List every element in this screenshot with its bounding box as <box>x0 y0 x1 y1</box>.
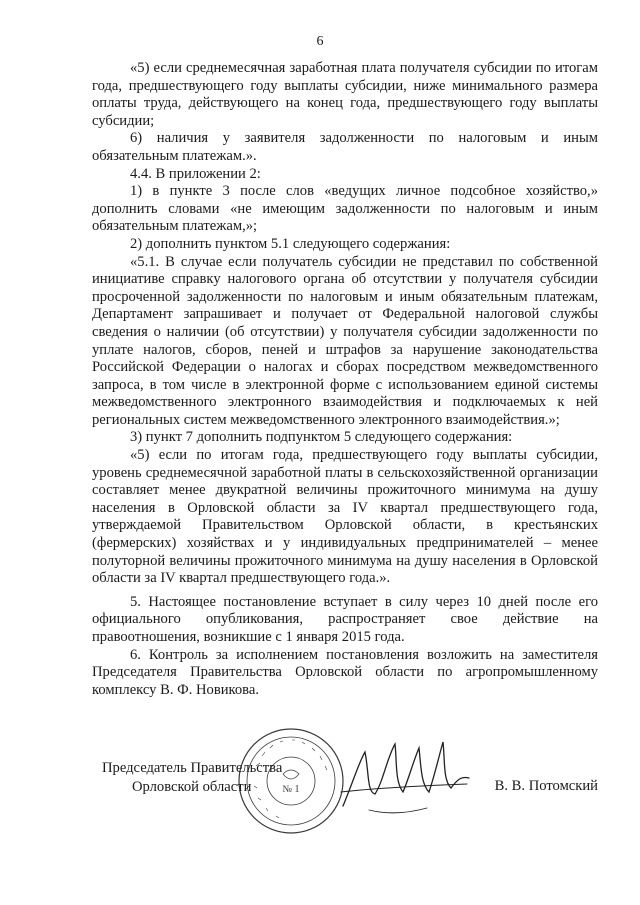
official-seal-icon <box>236 726 346 836</box>
paragraph-5-1-text: «5.1. В случае если получатель субсидии не представил по собственной инициативе справку налогового органа об отсутствии у получателя субсидии просроченной задолженности по налоговым и иным обязательным платежам, Департамент запрашивает и получает от Федеральной налоговой службы сведения о наличии (об отсутствии) у получателя субсидии задолженности по уплате налогов, сборов, пеней и штрафов за нарушение законодательства Российской Федерации о налогах и сборах посредством межведомственного запроса, в том числе в электронной форме с использованием единой системы межведомственного электронного взаимодействия и подключаемых к ней региональных систем межведомственного электронного взаимодействия.»; <box>92 253 598 428</box>
seal-number: № 1 <box>282 784 300 795</box>
signer-name: В. В. Потомский <box>494 778 598 794</box>
handwritten-signature-icon <box>335 722 475 822</box>
paragraph-5-salary-condition: «5) если среднемесячная заработная плата получателя субсидии по итогам года, предшествующего году выплаты субсидии, ниже минимального размера оплаты труда, действующего на конец года, предшествующего году выплаты субсидии; <box>92 60 598 129</box>
paragraph-3-point-7: 3) пункт 7 дополнить подпунктом 5 следующего содержания: <box>130 429 513 446</box>
paragraph-6-tax-debt: 6) наличия у заявителя задолженности по налоговым и иным обязательным платежам.». <box>92 130 598 164</box>
document-body <box>92 60 598 699</box>
signer-title-line-2: Орловской области <box>132 779 252 795</box>
paragraph-effective-date: 5. Настоящее постановление вступает в силу через 10 дней после его официального опубликования, распространяет свое действие на правоотношения, возникшие с 1 января 2015 года. <box>92 593 598 645</box>
signer-title-line-1: Председатель Правительства <box>102 760 283 776</box>
paragraph-1-point-3: 1) в пункте 3 после слов «ведущих личное подсобное хозяйство,» дополнить словами «не имеющим задолженности по налоговым и иным обязательным платежам,»; <box>92 183 598 235</box>
page-number: 6 <box>316 34 324 49</box>
paragraph-4-4-appendix-2: 4.4. В приложении 2: <box>130 165 261 182</box>
paragraph-control: 6. Контроль за исполнением постановления возложить на заместителя Председателя Правительства Орловской области по агропромышленному комплексу В. Ф. Новикова. <box>92 646 598 698</box>
paragraph-2-point-5-1: 2) дополнить пунктом 5.1 следующего содержания: <box>130 235 451 252</box>
paragraph-5-subpoint-text: «5) если по итогам года, предшествующего году выплаты субсидии, уровень среднемесячной заработной платы в сельскохозяйственной организации составляет менее двукратной величины прожиточного минимума на душу населения в Орловской области за IV квартал предшествующего года, утверждаемой Правительством Орловской области, в крестьянских (фермерских) хозяйствах и у индивидуальных предпринимателей – менее полуторной величины прожиточного минимума на душу населения в Орловской области за IV квартал предшествующего года.». <box>92 447 598 587</box>
signature-block <box>0 720 640 830</box>
